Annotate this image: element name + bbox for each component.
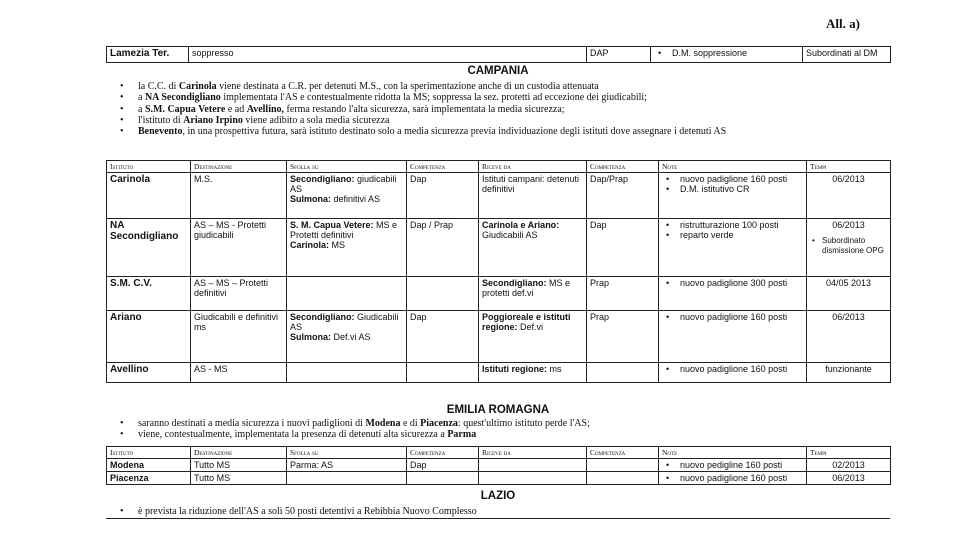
cell-bold-text: Secondigliano:: [482, 278, 547, 288]
campania-row: [107, 277, 891, 311]
cell-text: ms: [547, 364, 562, 374]
bullet-text: viene, contestualmente, implementata la presenza di detenuti alta sicurezza a: [138, 429, 448, 441]
bullet-text: : quest'ultimo istituto perde l'AS;: [457, 418, 590, 429]
cell-destinazione: soppresso: [189, 47, 587, 63]
cell-bold-text: Carinola:: [290, 240, 330, 250]
cell-istituto: Ariano: [107, 311, 191, 363]
column-header: Competenza: [587, 447, 659, 459]
emilia-title: EMILIA ROMAGNA: [446, 404, 550, 416]
bullet-text: a: [138, 92, 145, 104]
cell-istituto: Carinola: [107, 173, 191, 219]
cell-tempi: [807, 277, 891, 311]
cell-line: [290, 332, 403, 342]
note-item: • nuovo padiglione 160 posti: [662, 473, 803, 483]
cell-istituto: S.M. C.V.: [107, 277, 191, 311]
cell-sfolla: [287, 472, 407, 485]
column-header: Tempi: [807, 161, 891, 173]
cell-competenza: Dap / Prap: [407, 219, 479, 277]
cell-bold-text: Sulmona:: [290, 194, 332, 204]
cell-bold-text: Secondigliano:: [290, 174, 355, 184]
note-list: [662, 278, 803, 288]
campania-bullet: [118, 115, 888, 126]
cell-competenza: DAP: [587, 47, 651, 63]
cell-rich: [287, 219, 407, 277]
cell-tempi: [807, 363, 891, 383]
cell-rich: [479, 219, 587, 277]
emilia-table: [106, 446, 891, 485]
cell-line: [482, 278, 583, 298]
tempi-bullets: [810, 236, 887, 256]
cell-line: [290, 240, 403, 250]
column-header: Istituto: [107, 161, 191, 173]
cell-note: [659, 219, 807, 277]
cell-competenza: Dap: [407, 459, 479, 472]
bullet-text: implementata l'AS e contestualmente ridotta la MS; soppressa la sez. protetti ad eccezione dei giudicabili;: [220, 92, 647, 104]
cell-line: [290, 194, 403, 204]
lazio-title: LAZIO: [480, 490, 516, 502]
campania-row: [107, 311, 891, 363]
cell-text: giudicabili AS: [290, 174, 397, 194]
tempi-value: 04/05 2013: [825, 278, 872, 288]
cell-bold-text: Istituti regione:: [482, 364, 547, 374]
bullet-bold-text: Ariano Irpino: [183, 114, 243, 126]
cell-tempi: Subordinati al DM: [803, 47, 891, 63]
bullet-text: viene adibito a sola media sicurezza: [242, 114, 390, 126]
cell-competenza: [407, 363, 479, 383]
campania-header-row: [107, 161, 891, 173]
cell-istituto: Lamezia Ter.: [107, 47, 189, 63]
bullet-bold-text: NA Secondigliano: [144, 92, 221, 104]
cell-tempi: 06/2013: [807, 472, 891, 485]
column-header: Note: [659, 161, 807, 173]
cell-destinazione: Tutto MS: [191, 472, 287, 485]
bullet-text: la C.C. di: [138, 81, 179, 92]
tempi-value: 06/2013: [832, 312, 865, 322]
cell-competenza2: [587, 459, 659, 472]
campania-row: [107, 363, 891, 383]
cell-text: MS: [329, 240, 346, 250]
note-list: [662, 460, 803, 470]
tempi-note: • Subordinato dismissione OPG: [810, 236, 887, 256]
campania-bullet: [118, 104, 888, 115]
column-header: Note: [659, 447, 807, 459]
emilia-row: [107, 472, 891, 485]
cell-competenza: Dap: [407, 173, 479, 219]
bullet-text: a: [138, 103, 145, 115]
note-item: • reparto verde: [662, 230, 803, 240]
emilia-header-row: [107, 447, 891, 459]
column-header: Tempi: [807, 447, 891, 459]
cell-note: [651, 47, 803, 63]
cell-riceve: [479, 459, 587, 472]
cell-line: [482, 174, 583, 194]
cell-tempi: [807, 219, 891, 277]
cell-destinazione: Tutto MS: [191, 459, 287, 472]
cell-bold-text: S. M. Capua Vetere:: [290, 220, 374, 230]
lamezia-row: [107, 47, 891, 63]
cell-line: [290, 174, 403, 194]
note-item: • nuovo padiglione 160 posti: [662, 312, 803, 322]
cell-text: definitivi AS: [331, 194, 381, 204]
note-item: • nuovo padiglione 160 posti: [662, 364, 803, 374]
cell-rich: [287, 173, 407, 219]
bullet-text: è prevista la riduzione dell'AS a soli 50 posti detentivi a Rebibbia Nuovo Complesso: [138, 506, 477, 517]
tempi-value: 06/2013: [832, 220, 865, 230]
cell-rich: [287, 311, 407, 363]
cell-note: [659, 363, 807, 383]
note-item: • D.M. soppressione: [654, 48, 799, 58]
bullet-bold-text: Parma: [447, 429, 477, 441]
campania-row: [107, 219, 891, 277]
bullet-bold-text: Modena: [365, 418, 401, 429]
bullet-text: e di: [400, 418, 421, 429]
emilia-row: [107, 459, 891, 472]
lamezia-table: [106, 46, 891, 63]
cell-rich: [479, 277, 587, 311]
lazio-bullet-list: [118, 506, 888, 517]
note-list: [662, 174, 803, 194]
cell-competenza: [407, 472, 479, 485]
cell-istituto: NA Secondigliano: [107, 219, 191, 277]
cell-bold-text: Poggioreale e istituti regione:: [482, 312, 571, 332]
bullet-text: l'istituto di: [138, 114, 184, 126]
column-header: Riceve da: [479, 447, 587, 459]
cell-destinazione: M.S.: [191, 173, 287, 219]
cell-competenza2: [587, 472, 659, 485]
emilia-bullet-list: [118, 418, 888, 441]
cell-text: Def.vi: [517, 322, 544, 332]
column-header: Destinazione: [191, 447, 287, 459]
cell-note: [659, 173, 807, 219]
column-header: Competenza: [587, 161, 659, 173]
bullet-bold-text: Carinola: [178, 81, 217, 92]
cell-line: [290, 220, 403, 240]
cell-tempi: 02/2013: [807, 459, 891, 472]
cell-line: [482, 312, 583, 332]
bullet-text: e ad: [225, 103, 247, 115]
bullet-text: viene destinata a C.R. per detenuti M.S., con la sperimentazione anche di un custodia attenuata: [216, 81, 599, 92]
cell-text: Giudicabili AS: [290, 312, 399, 332]
column-header: Istituto: [107, 447, 191, 459]
cell-destinazione: AS - MS: [191, 363, 287, 383]
campania-table: [106, 160, 891, 383]
bottom-rule: [106, 518, 890, 519]
cell-destinazione: AS – MS - Protetti giudicabili: [191, 219, 287, 277]
note-item: • nuovo padiglione 160 posti: [662, 174, 803, 184]
note-list: [662, 473, 803, 483]
cell-competenza2: Dap: [587, 219, 659, 277]
column-header: Competenza: [407, 161, 479, 173]
cell-istituto: Modena: [107, 459, 191, 472]
campania-row: [107, 173, 891, 219]
cell-tempi: [807, 311, 891, 363]
note-item: • nuovo padiglione 300 posti: [662, 278, 803, 288]
campania-title: CAMPANIA: [467, 65, 529, 77]
cell-competenza: [407, 277, 479, 311]
bullet-text: ferma restando l'alta sicurezza, sarà implementata la media sicurezza;: [284, 103, 565, 115]
campania-bullet-list: [118, 81, 888, 137]
column-header: Riceve da: [479, 161, 587, 173]
cell-competenza2: Dap/Prap: [587, 173, 659, 219]
cell-istituto: Avellino: [107, 363, 191, 383]
cell-line: [290, 312, 403, 332]
column-header: Sfolla su: [287, 161, 407, 173]
cell-note: [659, 277, 807, 311]
cell-istituto: Piacenza: [107, 472, 191, 485]
campania-bullet: [118, 126, 888, 137]
cell-destinazione: AS – MS – Protetti definitivi: [191, 277, 287, 311]
tempi-value: 06/2013: [832, 174, 865, 184]
cell-competenza2: Prap: [587, 277, 659, 311]
cell-tempi: [807, 173, 891, 219]
cell-competenza: Dap: [407, 311, 479, 363]
cell-rich: [287, 363, 407, 383]
cell-bold-text: Sulmona:: [290, 332, 332, 342]
bullet-bold-text: S.M. Capua Vetere: [144, 103, 226, 115]
note-list: [662, 220, 803, 240]
campania-bullet: [118, 92, 888, 103]
column-header: Competenza: [407, 447, 479, 459]
emilia-bullet: [118, 429, 888, 440]
cell-competenza2: Prap: [587, 311, 659, 363]
campania-bullet: [118, 81, 888, 92]
cell-bold-text: Secondigliano:: [290, 312, 355, 322]
note-item: • D.M. istitutivo CR: [662, 184, 803, 194]
column-header: Destinazione: [191, 161, 287, 173]
cell-text: MS e protetti def.vi: [482, 278, 571, 298]
cell-text: Istituti campani: detenuti definitivi: [482, 174, 580, 194]
cell-note: [659, 472, 807, 485]
bullet-text: , in una prospettiva futura, sarà istituto destinato solo a media sicurezza previa individuazione degli istituti dove assegnare i detenuti AS: [182, 126, 727, 138]
bullet-text: saranno destinati a media sicurezza i nuovi padiglioni di: [138, 418, 366, 429]
note-item: • ristrutturazione 100 posti: [662, 220, 803, 230]
cell-rich: [479, 311, 587, 363]
cell-destinazione: Giudicabili e definitivi ms: [191, 311, 287, 363]
cell-text: Giudicabili AS: [482, 230, 538, 240]
cell-note: [659, 311, 807, 363]
cell-rich: [479, 173, 587, 219]
cell-note: [659, 459, 807, 472]
emilia-bullet: [118, 418, 888, 429]
bullet-bold-text: Piacenza: [420, 418, 458, 429]
bullet-bold-text: Avellino,: [246, 103, 285, 115]
cell-rich: [287, 277, 407, 311]
note-item: • nuovo pedigline 160 posti: [662, 460, 803, 470]
cell-rich: [479, 363, 587, 383]
cell-competenza2: [587, 363, 659, 383]
note-list: [662, 364, 803, 374]
cell-bold-text: Carinola e Ariano:: [482, 220, 560, 230]
cell-line: [482, 364, 583, 374]
cell-text: MS e Protetti definitivi: [290, 220, 398, 240]
cell-riceve: [479, 472, 587, 485]
cell-sfolla: Parma: AS: [287, 459, 407, 472]
attachment-label: All. a): [826, 16, 860, 31]
cell-text: Def.vi AS: [331, 332, 371, 342]
cell-line: [482, 220, 583, 240]
tempi-value: funzionante: [825, 364, 872, 374]
bullet-bold-text: Benevento: [138, 126, 183, 138]
lazio-bullet: [118, 506, 888, 517]
column-header: Sfolla su: [287, 447, 407, 459]
note-list: [662, 312, 803, 322]
